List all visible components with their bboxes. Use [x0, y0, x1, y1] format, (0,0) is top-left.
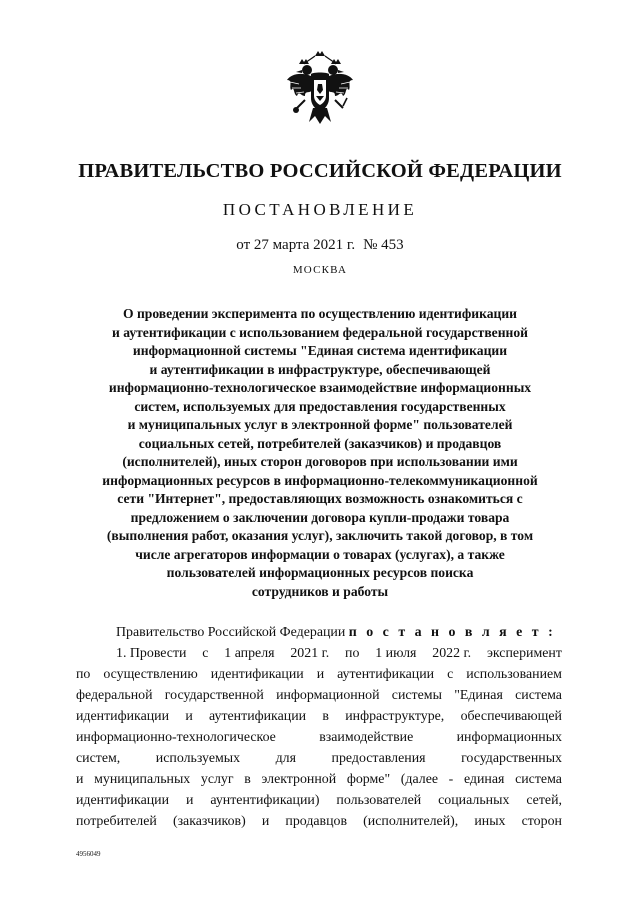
word: осуществлению — [103, 667, 198, 682]
word: (далее — [400, 772, 439, 787]
title-line: числе агрегаторов информации о товарах (услугах), а также — [135, 546, 505, 562]
word: идентификации — [210, 667, 304, 682]
word: 1. Провести — [116, 646, 187, 661]
word: аутентификации — [209, 709, 307, 724]
word: предоставления — [331, 751, 426, 766]
title-line: информационной системы "Единая система идентификации — [132, 343, 508, 358]
word: с — [202, 646, 209, 661]
decree-title — [60, 305, 580, 601]
word: идентификации — [76, 709, 170, 724]
city: МОСКВА — [292, 264, 348, 276]
word: по — [76, 667, 91, 682]
word: 2021 г. — [290, 646, 330, 661]
word: система — [515, 688, 562, 703]
paragraph-line — [76, 769, 562, 790]
word: по — [345, 646, 360, 661]
paragraph-line — [76, 748, 562, 769]
word: взаимодействие — [319, 730, 414, 745]
word: (исполнителей), — [363, 814, 459, 829]
word: единая — [463, 772, 505, 787]
title-line: систем, используемых для предоставления государственных — [134, 398, 506, 414]
resolves-text: п о с т а н о в л я е т : — [348, 625, 556, 640]
word: эксперимент — [486, 646, 562, 661]
word: аунтентификации) — [210, 793, 320, 808]
word: и — [186, 793, 194, 808]
title-line: и аутентификации в инфраструктуре, обеспечивающей — [149, 361, 491, 377]
title-line: О проведении эксперимента по осуществлению идентификации — [122, 306, 518, 321]
word: 1 апреля — [224, 646, 275, 661]
word: иных — [474, 814, 506, 829]
word: в — [322, 709, 329, 724]
word: для — [275, 751, 296, 766]
preamble-line — [76, 622, 562, 643]
word: использованием — [466, 667, 562, 682]
title-line: сотрудников и работы — [251, 583, 389, 599]
word: системы — [391, 688, 442, 703]
word: аутентификации — [337, 667, 435, 682]
paragraph-line — [76, 727, 562, 748]
word: продавцов — [285, 814, 348, 829]
russian-coat-of-arms-icon — [285, 50, 355, 126]
title-line: (исполнителей), иных сторон договоров при использовании ими — [122, 454, 518, 469]
word: муниципальных — [94, 772, 191, 787]
word: в — [244, 772, 251, 787]
word: государственной — [164, 688, 264, 703]
document-type: ПОСТАНОВЛЕНИЕ — [222, 200, 418, 219]
coat-of-arms-emblem — [285, 50, 355, 126]
decree-number: № 453 — [363, 237, 404, 253]
word: систем, — [76, 751, 121, 766]
paragraph-line — [76, 790, 562, 811]
word: и — [316, 667, 325, 682]
title-line: и муниципальных услуг в электронной форме" пользователей — [127, 417, 513, 432]
word: информационно-технологическое — [76, 730, 276, 745]
title-line: пользователей информационных ресурсов поиска — [166, 565, 474, 580]
word: с — [447, 667, 454, 682]
word: федеральной — [76, 688, 153, 703]
word: услуг — [200, 772, 234, 787]
word: и — [261, 814, 270, 829]
word: информационной — [276, 688, 380, 703]
title-line: предложением о заключении договора купли-продажи товара — [130, 509, 510, 525]
title-line: (выполнения работ, оказания услуг), заключить такой договор, в том — [106, 528, 534, 543]
paragraph-line — [76, 664, 562, 685]
title-line: информационно-технологическое взаимодействие информационных — [108, 380, 532, 395]
word: и — [185, 709, 193, 724]
word: электронной — [261, 772, 337, 787]
paragraph-line — [76, 706, 562, 727]
government-title: ПРАВИТЕЛЬСТВО РОССИЙСКОЙ ФЕДЕРАЦИИ — [78, 160, 562, 182]
word: сторон — [521, 814, 562, 829]
paragraph-line — [76, 811, 562, 832]
word: "Единая — [454, 688, 503, 703]
word: инфраструктуре, — [345, 709, 445, 724]
word: обеспечивающей — [460, 709, 562, 724]
word: государственных — [461, 751, 562, 766]
word: 1 июля — [375, 646, 417, 661]
preamble-text: Правительство Российской Федерации — [116, 625, 346, 640]
word: 2022 г. — [432, 646, 472, 661]
word: система — [515, 772, 562, 787]
word: социальных — [438, 793, 510, 808]
word: - — [448, 772, 454, 787]
title-line: сети "Интернет", предоставляющих возможность ознакомиться с — [117, 491, 523, 506]
document-number: 4956049 — [76, 850, 101, 858]
word: информационных — [456, 730, 562, 745]
word: (заказчиков) — [172, 814, 246, 829]
word: пользователей — [336, 793, 422, 808]
word: потребителей — [76, 814, 157, 829]
word: идентификации — [76, 793, 170, 808]
title-line: и аутентификации с использованием федеральной государственной — [111, 324, 528, 340]
word: форме" — [346, 772, 391, 787]
title-line: информационных ресурсов в информационно-телекоммуникационной — [102, 472, 538, 488]
decree-date: от 27 марта 2021 г. — [236, 237, 356, 253]
date-line — [0, 237, 640, 254]
decree-body — [76, 622, 562, 832]
word: используемых — [155, 751, 241, 766]
title-line: социальных сетей, потребителей (заказчиков) и продавцов — [138, 435, 502, 451]
paragraph-line — [76, 685, 562, 706]
word: сетей, — [526, 793, 562, 808]
word: и — [76, 772, 84, 787]
paragraph-line — [76, 643, 562, 664]
